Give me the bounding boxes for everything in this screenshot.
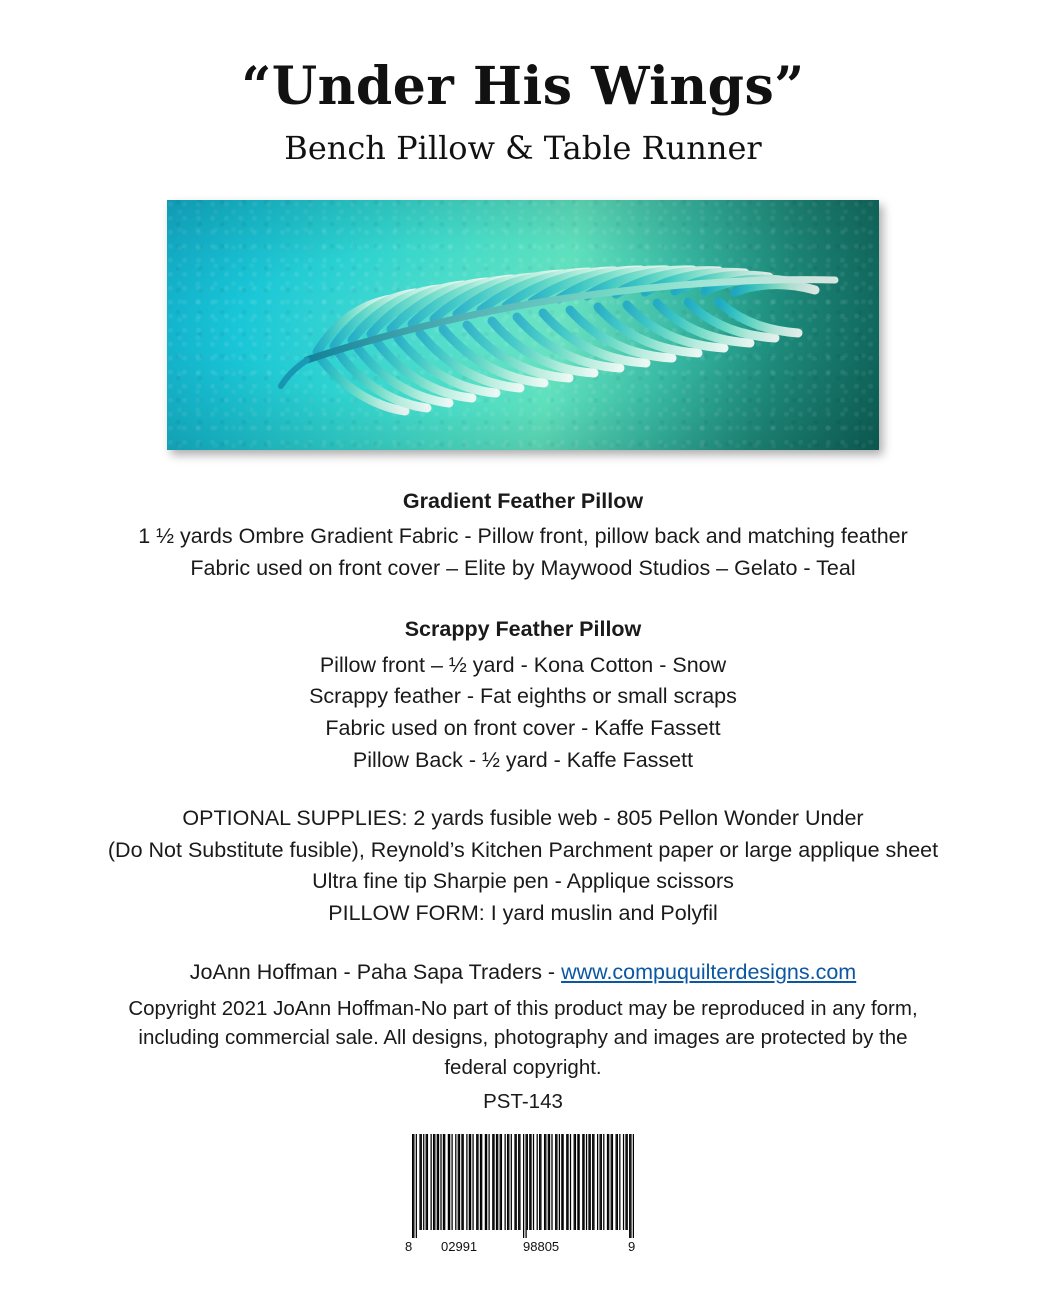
barcode-digit: 02991 bbox=[441, 1239, 478, 1255]
section-heading: Gradient Feather Pillow bbox=[402, 488, 644, 513]
photo-vignette bbox=[167, 200, 879, 450]
barcode-digit: 9 bbox=[628, 1239, 636, 1255]
optional-line: (Do Not Substitute fusible), Reynold’s Kitchen Parchment paper or large applique sheet bbox=[107, 837, 939, 862]
barcode-digits bbox=[403, 1239, 643, 1257]
optional-line: PILLOW FORM: I yard muslin and Polyfil bbox=[328, 901, 718, 926]
barcode-digit: 8 bbox=[405, 1239, 413, 1255]
section-line: Pillow front – ½ yard - Kona Cotton - Snow bbox=[319, 652, 727, 677]
section-gradient-feather-pillow bbox=[0, 486, 1046, 585]
optional-line: Ultra fine tip Sharpie pen - Applique scissors bbox=[312, 869, 734, 894]
spacer bbox=[0, 777, 1046, 803]
sku-code: PST-143 bbox=[483, 1089, 563, 1113]
footer-block bbox=[0, 956, 1046, 1114]
product-photo bbox=[167, 200, 879, 450]
website-link[interactable]: www.compuquilterdesigns.com bbox=[561, 960, 857, 985]
spacer bbox=[0, 930, 1046, 956]
credit-text: JoAnn Hoffman - Paha Sapa Traders - bbox=[189, 960, 562, 985]
section-line: Fabric used on front cover – Elite by Maywood Studios – Gelato - Teal bbox=[190, 555, 856, 580]
spacer bbox=[0, 584, 1046, 614]
section-scrappy-feather-pillow bbox=[0, 614, 1046, 776]
page-title: “Under His Wings” bbox=[241, 56, 805, 117]
section-line: 1 ½ yards Ombre Gradient Fabric - Pillow front, pillow back and matching feather bbox=[138, 523, 908, 548]
barcode-block bbox=[403, 1134, 643, 1257]
barcode-digit: 98805 bbox=[523, 1239, 560, 1255]
title-block bbox=[0, 0, 1046, 168]
section-line: Pillow Back - ½ yard - Kaffe Fassett bbox=[352, 747, 694, 772]
section-heading: Scrappy Feather Pillow bbox=[404, 617, 642, 642]
upc-barcode bbox=[412, 1134, 634, 1238]
section-line: Fabric used on front cover - Kaffe Fassett bbox=[325, 716, 721, 741]
credit-line bbox=[0, 956, 1046, 988]
photo-background bbox=[167, 200, 879, 450]
supplies-content bbox=[0, 486, 1046, 1258]
copyright-text: Copyright 2021 JoAnn Hoffman-No part of this product may be reproduced in any form, including commercial sale. All designs, photography and images are protected by the federal copyright. bbox=[128, 997, 918, 1079]
page-subtitle: Bench Pillow & Table Runner bbox=[284, 129, 762, 168]
section-line: Scrappy feather - Fat eighths or small scraps bbox=[309, 684, 737, 709]
section-optional-supplies bbox=[0, 803, 1046, 930]
optional-line: OPTIONAL SUPPLIES: 2 yards fusible web - 805 Pellon Wonder Under bbox=[182, 805, 864, 830]
